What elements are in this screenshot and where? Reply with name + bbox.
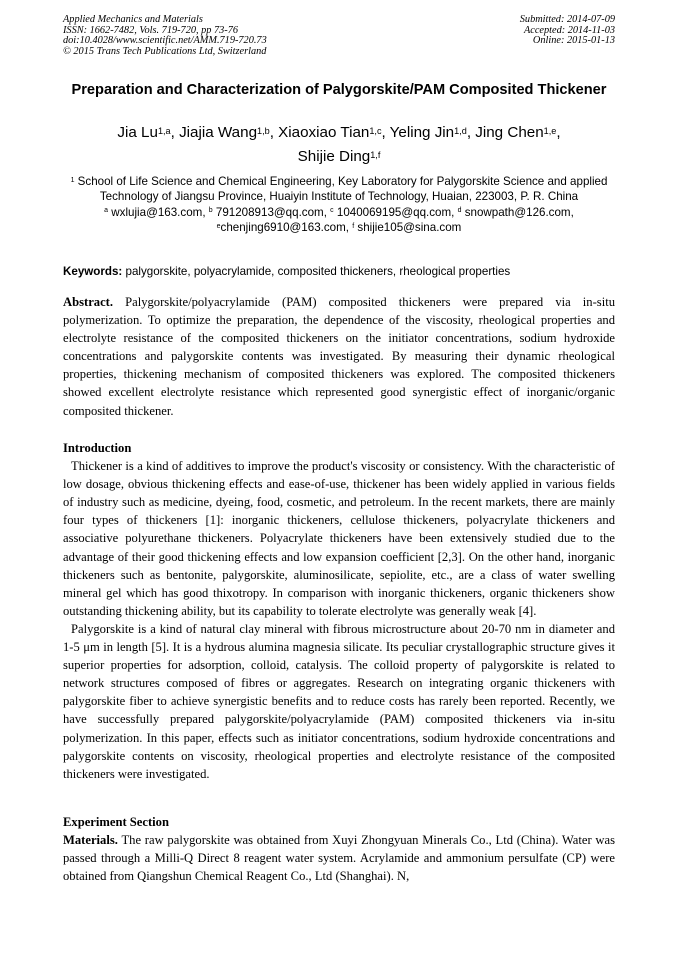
email[interactable]: $^b$ 791208913@qq.com xyxy=(208,205,324,219)
journal-header-left xyxy=(63,15,267,57)
section-heading-introduction: Introduction xyxy=(63,441,132,455)
author-list: Jia Lu$^{1,a}$, Jiajia Wang$^{1,b}$, Xiaoxiao Tian$^{1,c}$, Yeling Jin$^{1,d}$, Jing Chen$^{1,e}$, Shijie Ding$^{1,f}$ xyxy=(117,124,561,165)
issn-line: ISSN: 1662-7482, Vols. 719-720, pp 73-76 xyxy=(63,24,239,36)
materials-text: The raw palygorskite was obtained from Xuyi Zhongyuan Minerals Co., Ltd (China). Water was passed through a Milli-Q Direct 8 reagent water system. Acrylamide and ammonium persulfate (CP) were obtained from Qiangshun Chemical Reagent Co., Ltd (Shanghai). N, xyxy=(63,833,616,884)
email[interactable]: $^c$ 1040069195@qq.com xyxy=(330,205,452,219)
author: Jia Lu$^{1,a}$ xyxy=(117,124,171,141)
section-heading-experiment: Experiment Section xyxy=(63,815,169,829)
paragraph: Thickener is a kind of additives to improve the product's viscosity or consistency. With the characteristic of low dosage, obvious thickening effects and ease-of-use, thickener has been widely applied in various fields of industry such as medicine, dyeing, food, cosmetic, and petroleum. In the recent markets, there are mainly four types of thickeners [1]: inorganic thickeners, cellulose thickeners, polyacrylate thickeners and associative polyurethane thickeners. Polyacrylate thickeners have been extensively studied due to the advantage of their good thickening effects and low expansion coefficient [2,3]. On the other hand, inorganic thickeners such as bentonite, palygorskite, aluminosilicate, sepiolite, etc., are a class of water swelling mineral gel which has good thixotropy. In comparison with inorganic thickeners, organic thickeners show outstanding thickening ability, but its capability to tolerate electrolyte was generally weak [4]. xyxy=(63,459,615,618)
journal-header-right xyxy=(520,15,615,47)
experiment-section xyxy=(63,813,615,885)
journal-name: Applied Mechanics and Materials xyxy=(63,14,203,25)
abstract-label: Abstract. xyxy=(63,295,114,309)
email-list: $^a$ wxlujia@163.com, $^b$ 791208913@qq.com, $^c$ 1040069195@qq.com, $^d$ snowpath@126.com, $^e$chenjing6910@163.com, $^f$ shijie105@sina.com xyxy=(104,205,574,234)
online-date: Online: 2015-01-13 xyxy=(532,35,615,47)
paragraph: Palygorskite is a kind of natural clay mineral with fibrous microstructure about 20-70 nm in diameter and 1-5 μm in length [5]. It is a hydrous alumina magnesia silicate. Its peculiar crystallographic structure gives it superior properties for adsorption, colloid, catalysis. The colloid property of palygorskite is related to network structures composed of fibres or aggregates. Research on integrating organic thickeners with palygorskite fiber to achieve synergistic benefits and to reduce costs has rarely been reported. Recently, we have successfully prepared palygorskite/polyacrylamide (PAM) composited thickeners via in-situ polymerization. In this paper, effects such as initiator concentrations, sodium hydroxide concentrations and palygorskite contents on viscosity, rheological properties and electrolyte resistance of the composited thickeners were investigated. xyxy=(63,621,615,781)
copyright-line: © 2015 Trans Tech Publications Ltd, Switzerland xyxy=(63,45,267,57)
paper-title: Preparation and Characterization of Palygorskite/PAM Composited Thickener xyxy=(71,82,607,98)
keywords-text: palygorskite, polyacrylamide, composited thickeners, rheological properties xyxy=(125,265,511,278)
author: Yeling Jin$^{1,d}$ xyxy=(389,124,467,141)
author: Shijie Ding$^{1,f}$ xyxy=(297,148,381,165)
keywords-label: Keywords: xyxy=(63,265,123,278)
abstract-text: Palygorskite/polyacrylamide (PAM) composited thickeners were prepared via in-situ polymerization. To optimize the preparation, the dependence of the viscosity, rheological properties and electrolyte resistance of the composited thickeners on the initiator concentrations, sodium hydroxide concentrations and palygorskite contents was investigated. By measuring their dynamic rheological properties, thickening mechanism of composited thickeners was explored. The composited thickeners showed excellent electrolyte resistance which represented good synergistic effect of inorganic/organic composited thickener. xyxy=(63,295,615,418)
keywords xyxy=(63,264,615,279)
author: Xiaoxiao Tian$^{1,c}$ xyxy=(278,124,382,141)
email[interactable]: $^e$chenjing6910@163.com xyxy=(216,220,346,234)
email[interactable]: $^a$ wxlujia@163.com xyxy=(104,205,203,219)
abstract xyxy=(63,293,615,420)
accepted-date: Accepted: 2014-11-03 xyxy=(523,24,615,36)
introduction-section xyxy=(63,439,615,783)
materials-label: Materials. xyxy=(63,833,118,848)
author: Jiajia Wang$^{1,b}$ xyxy=(179,124,270,141)
affiliation-block xyxy=(63,174,615,235)
submitted-date: Submitted: 2014-07-09 xyxy=(519,14,615,25)
email[interactable]: $^d$ snowpath@126.com xyxy=(457,205,571,219)
doi-line: doi:10.4028/www.scientific.net/AMM.719-720.73 xyxy=(63,35,267,47)
author: Jing Chen$^{1,e}$ xyxy=(475,124,557,141)
affiliation: $^1$ School of Life Science and Chemical Engineering, Key Laboratory for Palygorskite Science and applied Technology of Jiangsu Province, Huaiyin Institute of Technology, Huaian, 223003, P. R. China xyxy=(70,175,608,204)
email[interactable]: $^f$ shijie105@sina.com xyxy=(352,220,462,234)
